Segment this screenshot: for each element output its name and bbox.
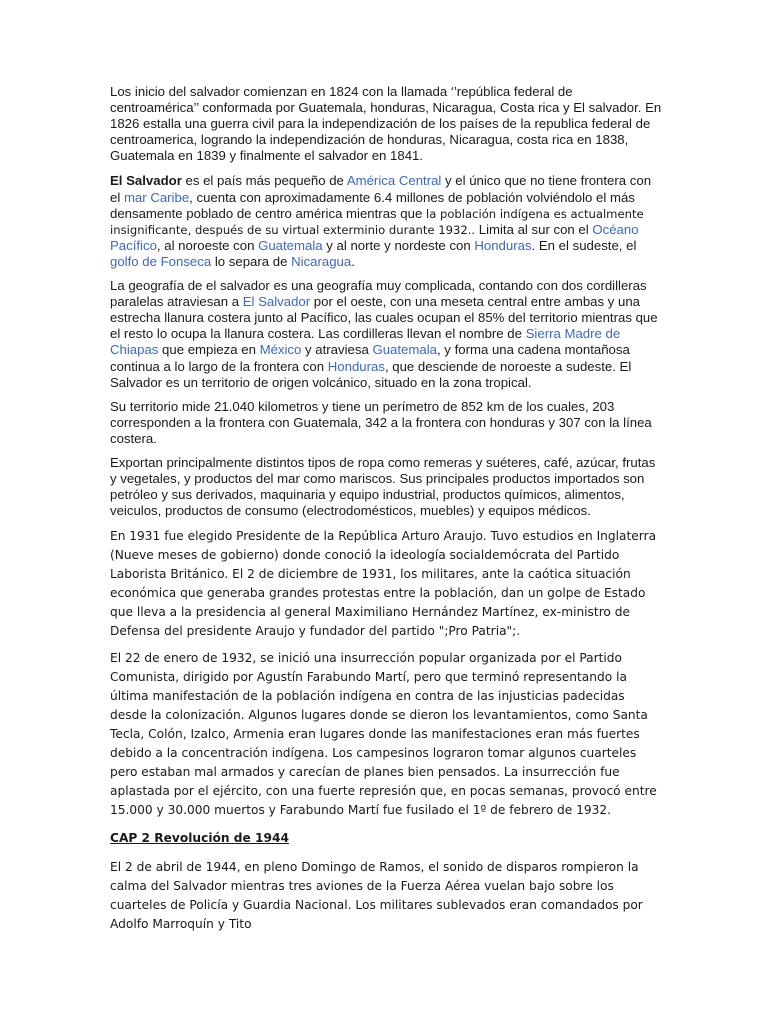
paragraph-territory: Su territorio mide 21.040 kilometros y tiene un perímetro de 852 km de los cuales, 203 corresponden a la frontera con Guatemala, 342 a la frontera con honduras y 307 con la línea costera. (110, 398, 652, 446)
text-run: La geografía de el salvador es una geografía muy complicada, contando con dos cordilleras paralelas atraviesan a (110, 278, 647, 310)
link-mar-caribe[interactable]: mar Caribe (123, 189, 190, 205)
text-run: , cuenta con aproximadamente 6.4 millones de población volviéndolo el más densamente poblado de centro américa mientras que (110, 189, 635, 221)
paragraph-exports: Exportan principalmente distintos tipos de ropa como remeras y suéteres, café, azúcar, frutas y vegetales, y productos del mar como mariscos. Sus principales productos importados son petróleo y sus derivados, maquinaria y equipo industrial, productos químicos, alimentos, veiculos, productos de consumo (electrodomésticos, muebles) y equipos médicos. (110, 454, 656, 519)
link-nicaragua[interactable]: Nicaragua (291, 253, 352, 269)
paragraph-insurrection-1932: El 22 de enero de 1932, se inició una insurrección popular organizada por el Partido Comunista, dirigido por Agustín Farabundo Martí, pero que terminó representando la última manifestación de la población indígena en contra de las injusticias padecidas desde la colonización. Algunos lugares donde se dieron los levantamientos, como Santa Tecla, Colón, Izalco, Armenia eran lugares donde las manifestaciones eran más fuertes debido a la concentración indígena. Los campesinos lograron tomar algunos cuarteles pero estaban mal armados y carecían de planes bien pensados. La insurrección fue aplastada por el ejército, con una fuerte represión que, en pocas semanas, provocó entre 15.000 y 30.000 muertos y Farabundo Martí fue fusilado el 1º de febrero de 1932. (110, 651, 657, 818)
text-run: lo separa de (211, 253, 292, 269)
link-honduras[interactable]: Honduras (474, 237, 532, 253)
link-america-central[interactable]: América Central (346, 173, 442, 189)
text-run: , al noroeste con (156, 237, 259, 253)
link-oceano-pacifico[interactable]: Océano Pacífico (110, 221, 639, 253)
text-run: y el único que no tiene frontera con el (110, 173, 652, 205)
country-name-bold: El Salvador (110, 173, 182, 189)
text-run: . Limita al sur con el (471, 221, 593, 237)
document-body (110, 84, 662, 934)
link-sierra-madre-de-chiapas[interactable]: Sierra Madre de Chiapas (110, 326, 621, 358)
text-run: . (351, 253, 355, 269)
text-run: por el oeste, con una meseta central entre ambas y una estrecha llanura costera junto al Pacífico, las cuales ocupan el 85% del territorio mientras que el resto lo ocupa la llanura costera. Las cordilleras llevan el nombre de (110, 294, 658, 342)
paragraph-revolution-1944: El 2 de abril de 1944, en pleno Domingo de Ramos, el sonido de disparos rompieron la calma del Salvador mientras tres aviones de la Fuerza Aérea vuelan bajo sobre los cuarteles de Policía y Guardia Nacional. Los militares sublevados eran comandados por Adolfo Marroquín y Tito (110, 860, 643, 932)
paragraph-araujo: En 1931 fue elegido Presidente de la República Arturo Araujo. Tuvo estudios en Inglaterra (Nueve meses de gobierno) donde conoció la ideología socialdemócrata del Partido Laborista Británico. El 2 de diciembre de 1931, los militares, ante la caótica situación económica que generaba grandes protestas entre la población, dan un golpe de Estado que lleva a la presidencia al general Maximiliano Hernández Martínez, ex-ministro de Defensa del presidente Araujo y fundador del partido ";Pro Patria";. (110, 529, 657, 639)
text-run: es el país más pequeño de (181, 173, 347, 189)
text-run: y atraviesa (301, 342, 373, 358)
text-run-indigenous: la población indígena es actualmente insignificante, después de su virtual exterminio durante 1932. (110, 206, 644, 237)
paragraph-origins: Los inicio del salvador comienzan en 1824 con la llamada ‘’república federal de centroamérica’’ conformada por Guatemala, honduras, Nicaragua, Costa rica y El salvador. En 1826 estalla una guerra civil para la independización de los países de la republica federal de centroamerica, logrando la independización de honduras, Nicaragua, costa rica en 1838, Guatemala en 1839 y finalmente el salvador en 1841. (110, 84, 662, 164)
chapter-heading: CAP 2 Revolución de 1944 (110, 831, 289, 846)
paragraph-overview (110, 173, 662, 270)
text-run: que empieza en (158, 342, 260, 358)
paragraph-geography (110, 278, 662, 391)
text-run: y al norte y nordeste con (322, 237, 475, 253)
link-el-salvador[interactable]: El Salvador (242, 294, 311, 310)
link-mexico[interactable]: México (259, 342, 302, 358)
link-guatemala-2[interactable]: Guatemala (372, 342, 437, 358)
link-guatemala[interactable]: Guatemala (258, 237, 323, 253)
link-golfo-de-fonseca[interactable]: golfo de Fonseca (110, 253, 212, 269)
text-run: , que desciende de noroeste a sudeste. El Salvador es un territorio de origen volcánico, situado en la zona tropical. (110, 358, 632, 390)
text-run: . En el sudeste, el (531, 237, 637, 253)
text-run: , y forma una cadena montañosa continua a lo largo de la frontera con (110, 342, 630, 374)
link-honduras-2[interactable]: Honduras (327, 358, 385, 374)
